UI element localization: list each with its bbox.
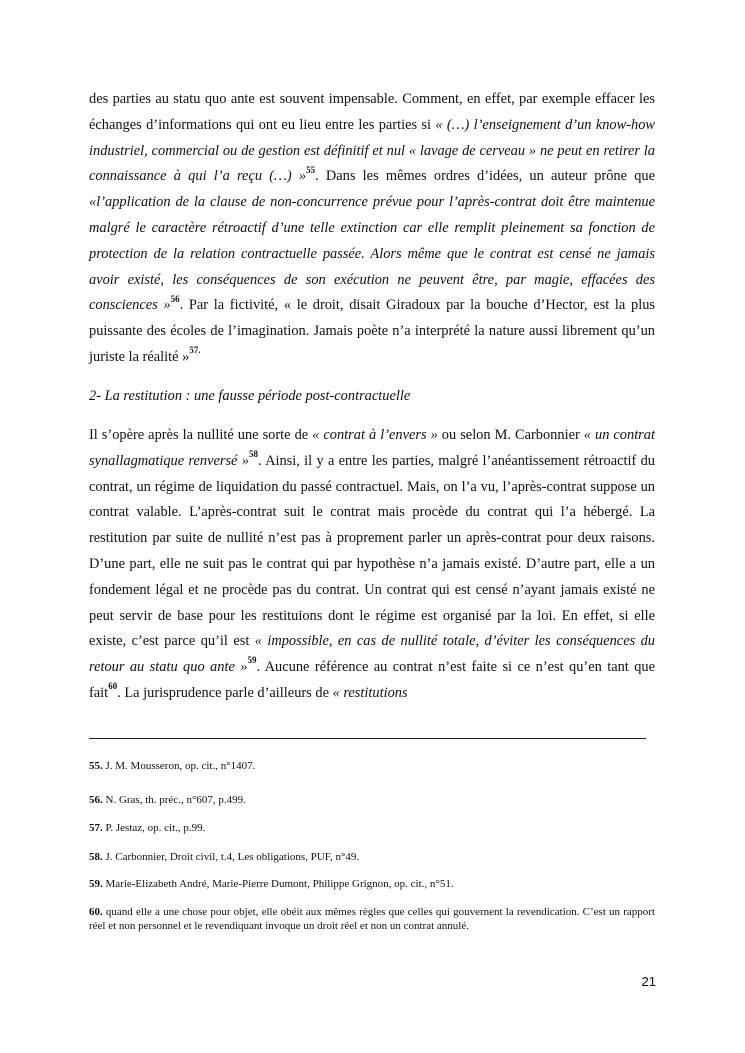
footnote-55 [89,759,655,773]
footnote-text: N. Gras, th. préc., n°607, p.499. [102,794,246,806]
italic-quote: «l’application de la clause de non-concurrence prévue pour l’après-contrat doit être maintenue malgré le caractère rétroactif d’une telle extinction car elle remplit pleinement sa fonction de protection de la relation contractuelle passée. Alors même que le contrat est censé ne jamais avoir existé, les conséquences de son exécution ne peuvent être, par magie, effacées des consciences » [89,194,655,314]
footnote-text: P. Jestaz, op. cit., p.99. [102,822,206,834]
page-number: 21 [641,974,656,989]
footnote-text: J. Carbonnier, Droit civil, t.4, Les obligations, PUF, n°49. [102,851,360,863]
italic-quote: « un contrat synallagmatique renversé » [89,427,655,469]
footnote-56 [89,793,655,807]
footnote-ref: 58 [248,449,258,459]
text-run: . La jurisprudence parle d’ailleurs de [117,684,333,701]
paragraph-1 [89,87,655,371]
italic-quote: « (…) l’enseignement d’un know-how industriel, commercial ou de gestion est définitif et nul « lavage de cerveau » ne peut en retirer la connaissance à qui l’a reçu (…) » [89,116,655,185]
text-run: . Ainsi, il y a entre les parties, malgré l’anéantissement rétroactif du contrat, un régime de liquidation du passé contractuel. Mais, on l’a vu, l’après-contrat suppose un contrat valable. L’après-contrat suit le contrat mais procède du contrat qui l’a hébergé. La restitution par suite de nullité n’est pas à proprement parler un après-contrat pour deux raisons. D’une part, elle ne suit pas le contrat qui par hypothèse n’a jamais existé. D’autre part, elle a un fondement légal et ne procède pas du contrat. Un contrat qui est censé n’ayant jamais existé ne peut servir de base pour les restituions dont le régime est organisé par la loi. En effet, si elle existe, c’est parce qu’il est [89,452,655,650]
footnote-divider [89,738,646,739]
footnote-ref: 55 [306,164,316,175]
footnote-text: quand elle a une chose pour objet, elle obéit aux mêmes règles que celles qui gouvernent la revendication. C’est un rapport réel et non personnel et le revendiquant invoque un droit réel et non un contrat annulé. [89,906,655,932]
footnote-number: 59. [89,878,103,890]
section-heading: 2- La restitution : une fausse période post-contractuelle [89,388,411,404]
footnote-ref: 56 [170,293,180,304]
italic-quote: « restitutions [332,684,408,701]
italic-quote: « contrat à l’envers » [312,427,438,443]
text-run: des parties au statu quo ante est souvent impensable. Comment, en effet, par exemple effacer les échanges d’informations qui ont eu lieu entre les parties si [89,91,655,133]
footnote-text: Marie-Elizabeth André, Marie-Pierre Dumont, Philippe Grignon, op. cit., n°51. [102,878,454,890]
italic-quote: « impossible, en cas de nullité totale, d’éviter les conséquences du retour au statu quo ante » [89,633,655,676]
text-run: . Dans les mêmes ordres d’idées, un auteur prône que [315,168,655,185]
text-run: ou selon M. Carbonnier [437,427,584,443]
footnote-number: 55. [89,760,103,772]
footnote-number: 58. [89,851,103,863]
footnote-number: 57. [89,822,103,834]
paragraph-2 [89,423,655,707]
text-run: Il s’opère après la nullité une sorte de [89,427,313,443]
text-run: . Aucune référence au contrat n’est faite si ce n’est qu’en tant que fait [89,659,655,701]
footnote-58 [89,850,655,864]
footnote-57 [89,821,655,835]
footnote-ref: 57. [189,345,201,356]
footnote-text: J. M. Mousseron, op. cit., n°1407. [102,760,256,772]
footnote-ref: 59 [247,655,257,666]
footnote-ref: 60 [108,681,118,692]
text-run: . Par la fictivité, « le droit, disait Giradoux par la bouche d’Hector, est la plus puissante des écoles de l’imagination. Jamais poète n’a interprété la nature aussi librement qu’un juriste la réalité » [89,297,655,365]
footnote-59 [89,877,655,891]
footnote-number: 60. [89,906,103,918]
footnote-60 [89,905,655,933]
footnote-number: 56. [89,794,103,806]
